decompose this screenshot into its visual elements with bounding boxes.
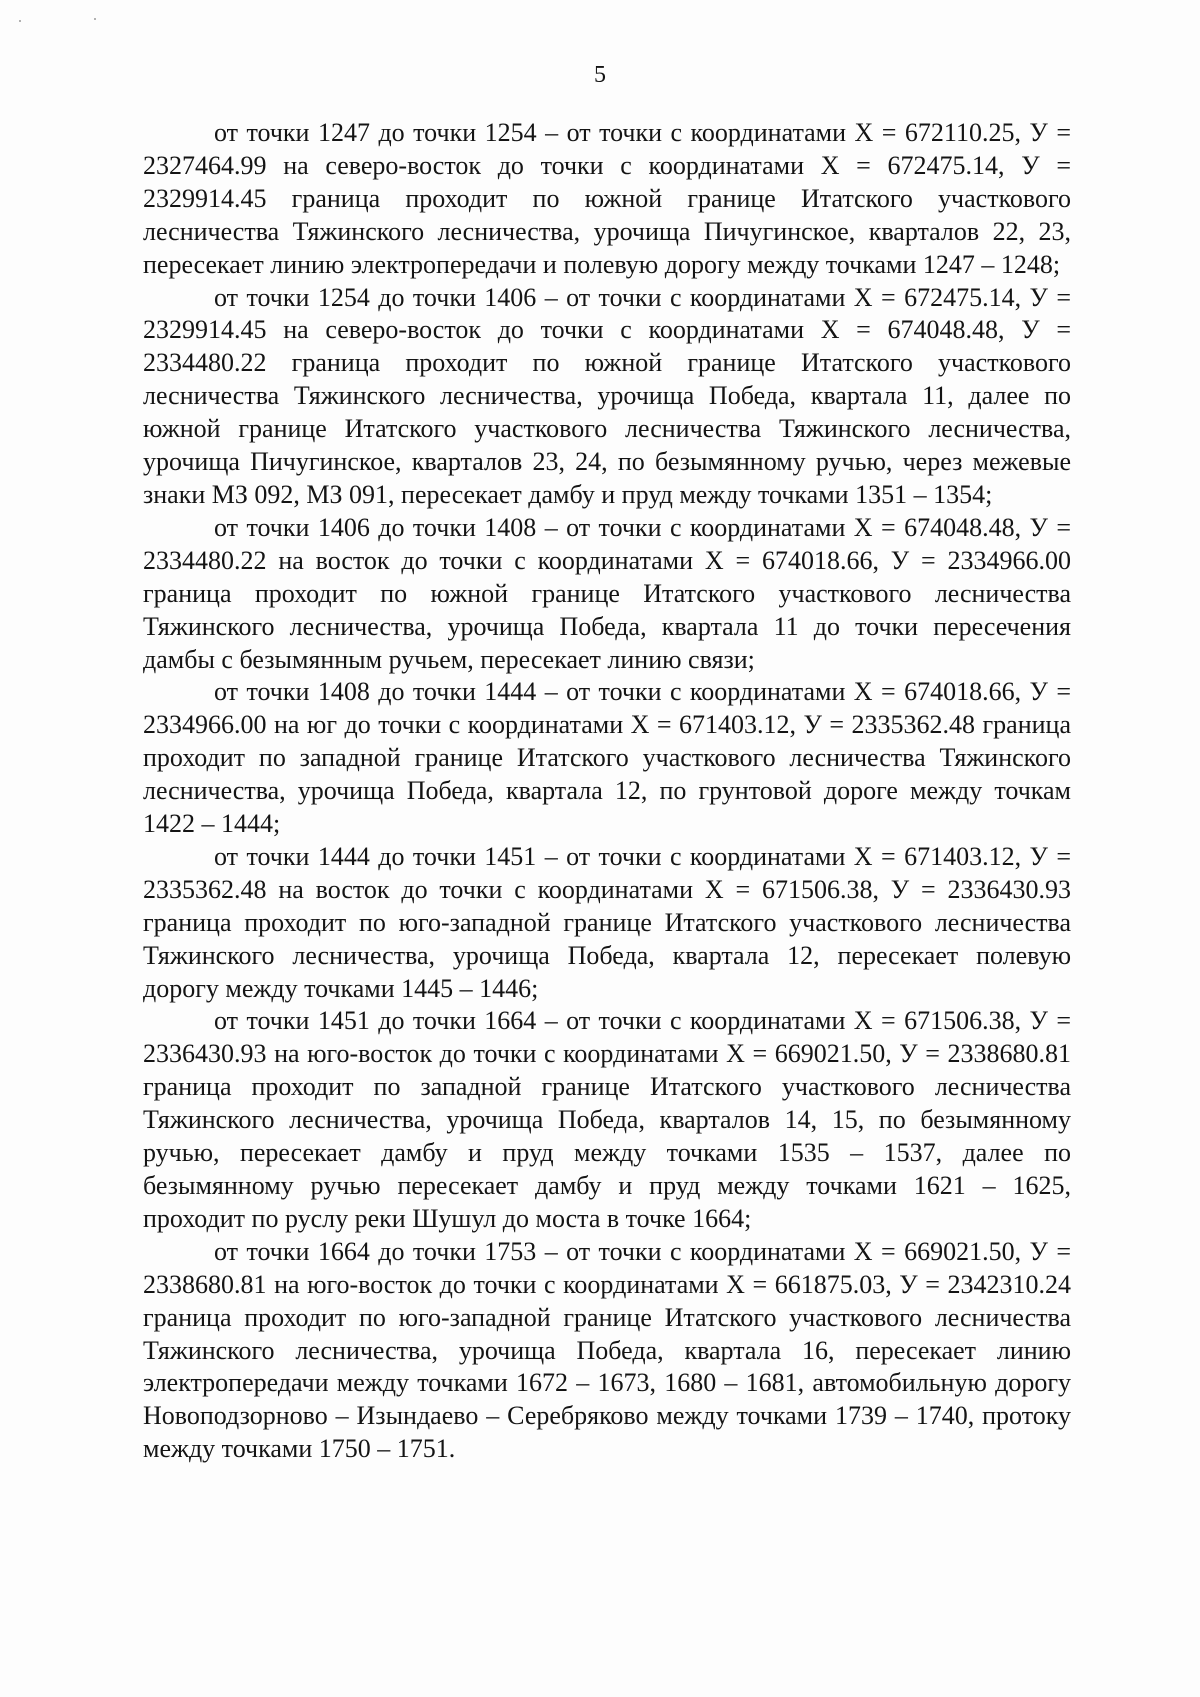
document-body [143,117,1071,1466]
paragraph-1247-1254: от точки 1247 до точки 1254 – от точки с координатами Х = 672110.25, У = 2327464.99 на северо-восток до точки с координатами Х = 672475.14, У = 2329914.45 граница проходит по южной границе Итатского участкового лесничества Тяжинского лесничества, урочища Пичугинское, кварталов 22, 23, пересекает линию электропередачи и полевую дорогу между точками 1247 – 1248; [143,118,1071,279]
paragraph-1406-1408: от точки 1406 до точки 1408 – от точки с координатами Х = 674048.48, У = 2334480.22 на восток до точки с координатами Х = 674018.66, У = 2334966.00 граница проходит по южной границе Итатского участкового лесничества Тяжинского лесничества, урочища Победа, квартала 11 до точки пересечения дамбы с безымянным ручьем, пересекает линию связи; [143,512,1071,674]
scan-speck [19,20,21,22]
paragraph-1444-1451: от точки 1444 до точки 1451 – от точки с координатами Х = 671403.12, У = 2335362.48 на восток до точки с координатами Х = 671506.38, У = 2336430.93 граница проходит по юго-западной границе Итатского участкового лесничества Тяжинского лесничества, урочища Победа, квартала 12, пересекает полевую дорогу между точками 1445 – 1446; [143,841,1071,1003]
scan-speck [94,18,96,20]
paragraph-1664-1753: от точки 1664 до точки 1753 – от точки с координатами Х = 669021.50, У = 2338680.81 на юго-восток до точки с координатами Х = 661875.03, У = 2342310.24 граница проходит по юго-западной границе Итатского участкового лесничества Тяжинского лесничества, урочища Победа, квартала 16, пересекает линию электропередачи между точками 1672 – 1673, 1680 – 1681, автомобильную дорогу Новоподзорново – Изындаево – Серебряково между точками 1739 – 1740, протоку между точками 1750 – 1751. [143,1236,1071,1464]
paragraph-1254-1406: от точки 1254 до точки 1406 – от точки с координатами Х = 672475.14, У = 2329914.45 на северо-восток до точки с координатами Х = 674048.48, У = 2334480.22 граница проходит по южной границе Итатского участкового лесничества Тяжинского лесничества, урочища Победа, квартала 11, далее по южной границе Итатского участкового лесничества Тяжинского лесничества, урочища Пичугинское, кварталов 23, 24, по безымянному ручью, через межевые знаки МЗ 092, МЗ 091, пересекает дамбу и пруд между точками 1351 – 1354; [143,282,1071,509]
page-number: 5 [594,62,606,88]
paragraph-1408-1444: от точки 1408 до точки 1444 – от точки с координатами Х = 674018.66, У = 2334966.00 на юг до точки с координатами Х = 671403.12, У = 2335362.48 граница проходит по западной границе Итатского участкового лесничества Тяжинского лесничества, урочища Победа, квартала 12, по грунтовой дороге между точкам 1422 – 1444; [143,677,1071,839]
paragraph-1451-1664: от точки 1451 до точки 1664 – от точки с координатами Х = 671506.38, У = 2336430.93 на юго-восток до точки с координатами Х = 669021.50, У = 2338680.81 граница проходит по западной границе Итатского участкового лесничества Тяжинского лесничества, урочища Победа, кварталов 14, 15, по безымянному ручью, пересекает дамбу и пруд между точками 1535 – 1537, далее по безымянному ручью пересекает дамбу и пруд между точками 1621 – 1625, проходит по руслу реки Шушул до моста в точке 1664; [143,1006,1071,1233]
